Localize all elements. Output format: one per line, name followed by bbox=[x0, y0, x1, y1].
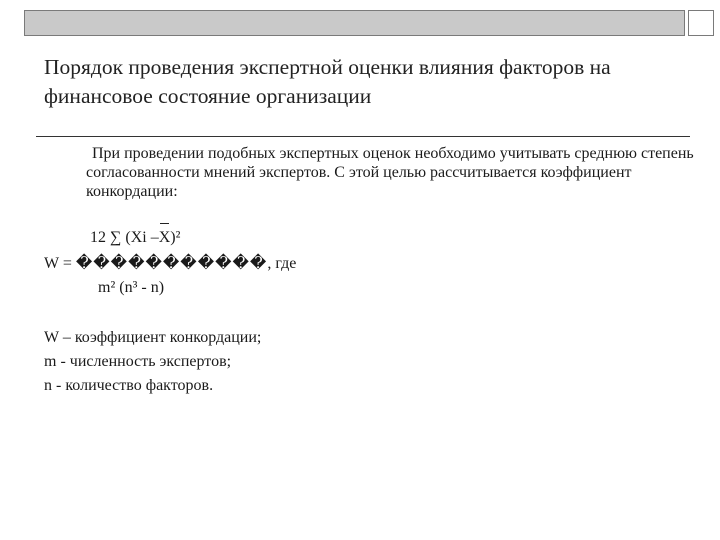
mean-x-symbol: X bbox=[158, 229, 171, 246]
legend-item-w: W – коэффициент конкордации; bbox=[44, 329, 262, 346]
formula-denominator: m² (n³ - n) bbox=[98, 279, 165, 296]
formula-main-line bbox=[44, 254, 296, 274]
fraction-line: ����������� bbox=[75, 255, 268, 272]
formula-numerator bbox=[90, 228, 180, 248]
numerator-prefix: 12 ∑ (Xi – bbox=[90, 229, 159, 246]
legend-list bbox=[44, 326, 261, 398]
formula-lhs: W = bbox=[44, 255, 76, 272]
corner-decoration bbox=[688, 10, 714, 36]
legend-item-n: n - количество факторов. bbox=[44, 377, 214, 394]
legend-item-m: m - численность экспертов; bbox=[44, 353, 232, 370]
intro-paragraph: При проведении подобных экспертных оценок необходимо учитывать среднюю степень согласованности мнений экспертов. С этой целью рассчитывается коэффициент конкордации: bbox=[86, 145, 694, 200]
slide-title: Порядок проведения экспертной оценки влияния факторов на финансовое состояние организации bbox=[44, 55, 611, 108]
numerator-suffix: )² bbox=[170, 229, 181, 246]
formula-suffix: , где bbox=[267, 255, 297, 272]
title-divider bbox=[36, 136, 690, 137]
title-bar-decoration bbox=[24, 10, 685, 36]
